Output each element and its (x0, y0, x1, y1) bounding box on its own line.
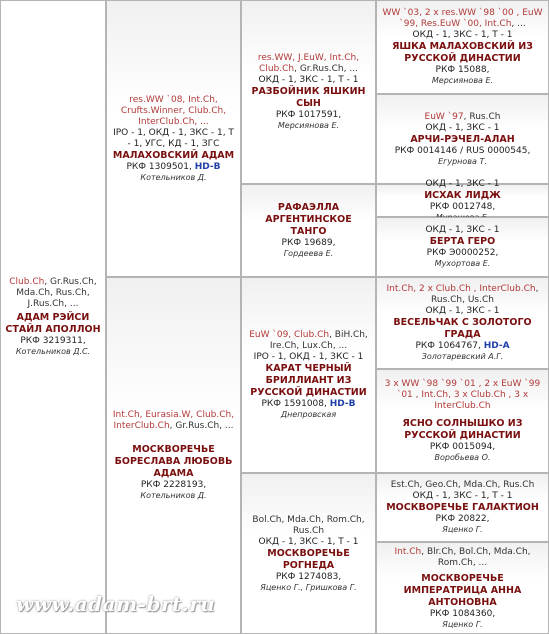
dog-card-ggd-2 (376, 217, 549, 277)
work-tests: ОКД - 1, ЗКС - 1 (425, 178, 500, 189)
site-watermark: www.adam-brt.ru (16, 592, 216, 616)
registration: РКФ 1309501, HD-B (126, 161, 221, 172)
dog-card-sire-dam (241, 184, 376, 277)
registration: РКФ 1274083, (275, 571, 342, 582)
dog-name[interactable]: ИСХАК ЛИДЖ (424, 189, 501, 201)
titles: res.WW, J.EuW, Int.Ch, Club.Ch, Gr.Rus.Ch, ... (257, 53, 360, 74)
titles: Int.Ch, 2 x Club.Ch , InterClub.Ch, Rus.Ch, Us.Ch (386, 284, 539, 305)
dog-name[interactable]: МОСКВОРЕЧЬЕ ИМПЕРАТРИЦА АННА АНТОНОВНА (403, 572, 522, 608)
registration: РКФ 3219311, (20, 336, 86, 346)
breeder: Гордеева Е. (283, 249, 334, 258)
work-tests: ОКД - 1, ЗКС - 1, Т - 1 (412, 491, 513, 501)
dog-card-ggd-1 (376, 94, 549, 184)
breeder: Золотаревский А.Г. (421, 352, 504, 361)
breeder: Котельников Д. (140, 491, 207, 500)
breeder: Мерсиянова Е. (277, 121, 340, 130)
dog-name[interactable]: РАФАЭЛЛА АРГЕНТИНСКОЕ ТАНГО (265, 202, 352, 237)
work-tests: ОКД - 1, ЗКС - 1 (425, 306, 500, 316)
registration: РКФ 1591008, HD-B (261, 399, 356, 409)
hd-status: HD-B (194, 161, 221, 172)
registration: РКФ 0012748, (429, 201, 496, 212)
dog-name[interactable]: МАЛАХОВСКИЙ АДАМ (112, 149, 235, 161)
registration: РКФ 1084360, (429, 608, 496, 619)
dog-card-self (0, 0, 106, 634)
titles: EuW `97, Rus.Ch (424, 111, 501, 122)
work-tests: ОКД - 1, ЗКС - 1, Т - 1 (258, 536, 359, 547)
dog-card-ggs-4 (376, 473, 549, 542)
dog-card-dam (106, 277, 241, 634)
dog-name[interactable]: АДАМ РЭЙСИ СТАЙЛ АПОЛЛОН (5, 312, 101, 335)
dog-card-ggd-4 (376, 542, 549, 634)
registration: РКФ 0015094, (429, 442, 496, 452)
dog-name[interactable]: МОСКВОРЕЧЬЕ ГАЛАКТИОН (386, 502, 539, 513)
registration: РКФ 1017591, (275, 110, 342, 120)
titles: Club.Ch, Gr.Rus.Ch, Mda.Ch, Rus.Ch, J.Rus.Ch, ... (9, 277, 97, 309)
titles: WW `03, 2 x res.WW `98 `00 , EuW `99, Res.EuW `00, Int.Ch, ... (382, 8, 543, 29)
titles: Int.Ch, Eurasia.W, Club.Ch, InterClub.Ch, Gr.Rus.Ch, ... (112, 410, 235, 431)
dog-card-sire (106, 0, 241, 277)
dog-name[interactable]: МОСКВОРЕЧЬЕ БОРЕСЛАВА ЛЮБОВЬ АДАМА (114, 444, 233, 479)
work-tests: ОКД - 1, ЗКС - 1, Т - 1 (412, 30, 513, 40)
registration: РКФ 19689, (281, 238, 336, 248)
work-tests: ОКД - 1, ЗКС - 1, Т - 1 (258, 75, 359, 85)
hd-status: HD-B (329, 399, 356, 409)
registration: РКФ 1064767, HD-A (415, 341, 510, 351)
dog-name[interactable]: ЯШКА МАЛАХОВСКИЙ ИЗ РУССКОЙ ДИНАСТИИ (392, 41, 533, 64)
breeder: Воробьева О. (434, 453, 491, 462)
dog-name[interactable]: АРЧИ-РЭЧЕЛ-АЛАН (410, 133, 515, 145)
dog-card-sire-sire (241, 0, 376, 184)
dog-card-ggs-3 (376, 277, 549, 369)
breeder: Котельников Д. (140, 172, 207, 182)
breeder: Егурнова Т. (438, 156, 487, 166)
dog-name[interactable]: ВЕСЕЛЬЧАК С ЗОЛОТОГО ГРАДА (393, 317, 532, 340)
hd-status: HD-A (483, 341, 510, 351)
dog-name[interactable]: РАЗБОЙНИК ЯШКИН СЫН (251, 86, 366, 109)
breeder: Мерсиянова Е. (431, 76, 494, 85)
breeder: Яценко Г. (442, 525, 483, 534)
dog-card-dam-dam (241, 473, 376, 634)
breeder: Яценко Г., Гришкова Г. (260, 582, 357, 592)
dog-card-dam-sire (241, 277, 376, 473)
registration: РКФ Э0000252, (426, 248, 499, 258)
registration: РКФ 0014146 / RUS 0000545, (394, 145, 531, 156)
dog-card-ggs-2 (376, 178, 549, 217)
work-tests: ОКД - 1, ЗКС - 1 (425, 225, 500, 235)
dog-card-ggs-1 (376, 0, 549, 94)
registration: РКФ 20822, (435, 514, 490, 524)
registration: РКФ 2228193, (140, 480, 207, 490)
work-tests: IPO - 1, ОКД - 1, ЗКС - 1, Т - 1, УГС, КД - 1, ЗГС (113, 127, 234, 149)
breeder: Котельников Д.С. (15, 347, 91, 356)
titles: 3 x WW `98 `99 `01 , 2 x EuW `99 `01 , Int.Ch, 3 x Club.Ch , 3 x InterClub.Ch (384, 379, 541, 411)
dog-name[interactable]: БЕРТА ГЕРО (429, 236, 496, 247)
titles: Est.Ch, Geo.Ch, Mda.Ch, Rus.Ch (390, 480, 535, 490)
breeder: Яценко Г. (442, 619, 483, 629)
registration: РКФ 15088, (435, 65, 490, 75)
breeder: Днепровская (280, 410, 337, 419)
dog-card-ggd-3 (376, 369, 549, 473)
dog-name[interactable]: ЯСНО СОЛНЫШКО ИЗ РУССКОЙ ДИНАСТИИ (402, 418, 523, 441)
titles: res.WW `08, Int.Ch, Crufts.Winner, Club.Ch, InterClub.Ch, ... (120, 94, 227, 127)
titles: EuW `09, Club.Ch, BiH.Ch, Ire.Ch, Lux.Ch, ... (249, 330, 368, 351)
breeder: Мухортова Е. (434, 259, 491, 268)
dog-name[interactable]: МОСКВОРЕЧЬЕ РОГНЕДА (267, 547, 350, 571)
work-tests: IPO - 1, ОКД - 1, ЗКС - 1 (253, 352, 364, 362)
dog-name[interactable]: КАРАТ ЧЕРНЫЙ БРИЛЛИАНТ ИЗ РУССКОЙ ДИНАСТИИ (250, 363, 367, 398)
titles: Bol.Ch, Mda.Ch, Rom.Ch, Rus.Ch (252, 514, 365, 536)
work-tests: ОКД - 1, ЗКС - 1 (425, 122, 500, 133)
titles: Int.Ch, Blr.Ch, Bol.Ch, Mda.Ch, Rom.Ch, ... (394, 546, 531, 568)
